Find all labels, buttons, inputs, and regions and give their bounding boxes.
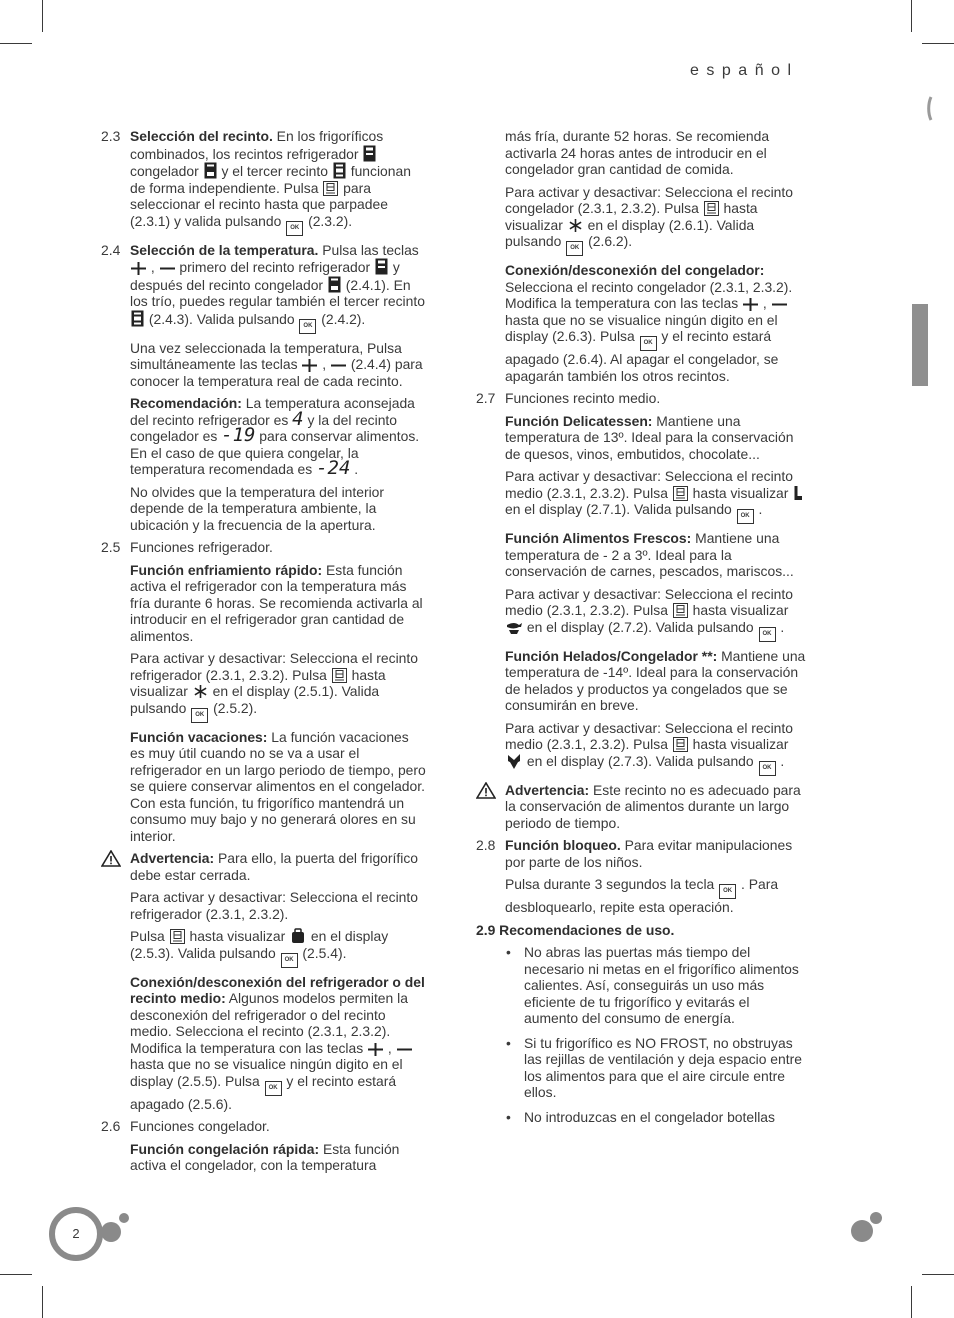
fridge-bottom-compartment-icon: [328, 276, 341, 293]
section-2-5: 2.5 Funciones refrigerador.: [101, 539, 273, 555]
paragraph-lock: Pulsa durante 3 segundos la tecla OK . Para desbloquearlo, repite esta operación.: [505, 876, 779, 915]
section-2-6: 2.6 Funciones congelador.: [101, 1118, 270, 1134]
paragraph-ambient-note: No olvides que la temperatura del interior depende de la temperatura ambiente, la ubicación y la frecuencia de la apertura.: [130, 483, 385, 533]
paragraph-activate-fast-freezing: Para activar y desactivar: Selecciona el recinto congelador (2.3.1, 2.3.2). Pulsa hasta visualizar en el display (2.6.1). Valida pulsando OK (2.6.2).: [476, 184, 806, 257]
plus-key-icon: [131, 262, 146, 275]
select-key-icon: [323, 181, 338, 196]
decorative-circles: [905, 62, 951, 122]
ok-key-icon: OK: [759, 761, 776, 776]
fridge-middle-compartment-icon: [131, 310, 144, 327]
paragraph-fast-cooling: Función enfriamiento rápido: Esta función activa el refrigerador con la temperatura más fría durante 6 horas. Se recomienda activarla al introducir en el refrigerador gran cantidad de alimentos.: [130, 561, 423, 644]
crop-mark: [0, 43, 32, 44]
right-column: [476, 128, 806, 1133]
select-key-icon: [673, 486, 688, 501]
vacation-icon: [290, 928, 306, 944]
lcd-value: 4: [292, 407, 304, 430]
warning-triangle-icon: [476, 782, 496, 799]
warning-triangle-icon: [101, 850, 121, 867]
select-key-icon: [170, 929, 185, 944]
bottle-icon: [793, 485, 803, 501]
icecream-icon: [506, 753, 522, 769]
ok-key-icon: OK: [299, 319, 316, 334]
paragraph-fast-freezing: Función congelación rápida: Esta función activa el congelador, con la temperatura: [130, 1140, 400, 1173]
ok-key-icon: OK: [719, 884, 736, 899]
section-2-9: 2.9 Recomendaciones de uso.: [476, 921, 675, 938]
crop-mark: [0, 1274, 32, 1275]
ok-key-icon: OK: [759, 627, 776, 642]
paragraph-show-temperature: Una vez seleccionada la temperatura, Pulsa simultáneamente las teclas , (2.4.4) para conocer la temperatura real de cada recinto.: [130, 339, 423, 389]
warning-middle-compartment: Advertencia: Este recinto no es adecuado para la conservación de alimentos durante un largo periodo de tiempo.: [476, 782, 806, 832]
fish-icon: [506, 621, 522, 635]
fridge-middle-compartment-icon: [333, 162, 346, 179]
section-2-4: 2.4 Selección de la temperatura. Pulsa las teclas , primero del recinto refrigerador y después del recinto congelador (2.4.1). En los trío, puedes regular también el tercer recinto (2.4.3). Valida pulsando OK (2.4.2).: [101, 242, 427, 334]
fridge-top-compartment-icon: [375, 258, 388, 275]
paragraph-fast-freezing-cont: más fría, durante 52 horas. Se recomienda activarla 24 horas antes de introducir en el congelador gran cantidad de comida.: [505, 128, 770, 177]
list-item: • No introduzcas en el congelador botellas: [506, 1108, 775, 1125]
snowflake-icon: [193, 684, 208, 699]
paragraph-fridge-disconnect: Conexión/desconexión del refrigerador o del recinto medio: Algunos modelos permiten la desconexión del refrigerador o del recinto medio. Selecciona el recinto (2.3.1, 2.3.2). Modifica la temperatura con las teclas , hasta que no se visualice ningún digito en el display (2.5.5). Pulsa OK y el recinto estará apagado (2.5.6).: [130, 973, 425, 1112]
plus-key-icon: [743, 298, 758, 311]
ok-key-icon: OK: [737, 509, 754, 524]
minus-key-icon: [160, 262, 175, 275]
crop-mark: [911, 1286, 912, 1318]
select-key-icon: [704, 201, 719, 216]
paragraph-freezer-disconnect: Conexión/desconexión del congelador: Selecciona el recinto congelador (2.3.1, 2.3.2). Modifica la temperatura con las teclas , hasta que no se visualice ningún digito en el display (2.6.3). Pulsa OK y el recinto estará apagado (2.6.4). Al apagar el congelador, se apagarán también los otros recintos.: [505, 262, 793, 384]
fridge-bottom-compartment-icon: [204, 162, 217, 179]
ok-key-icon: OK: [265, 1081, 282, 1096]
fridge-top-compartment-icon: [363, 145, 376, 162]
paragraph-vacation-steps: Pulsa hasta visualizar en el display (2.5.3). Valida pulsando OK (2.5.4).: [101, 928, 427, 968]
section-2-7: 2.7 Funciones recinto medio.: [476, 390, 661, 406]
paragraph-recommendation: Recomendación: La temperatura aconsejada del recinto refrigerador es 4 y la del recinto congelador es -19 para conservar alimentos. En el caso de que quiera congelar, la temperatura recomendada es -24 .: [130, 395, 420, 479]
bullet: •: [506, 944, 511, 960]
paragraph-activate-fresh-food: Para activar y desactivar: Selecciona el recinto medio (2.3.1, 2.3.2). Pulsa hasta visualizar en el display (2.7.2). Valida pulsando OK .: [476, 586, 806, 642]
ok-key-icon: OK: [640, 336, 657, 351]
ok-key-icon: OK: [286, 221, 303, 236]
warning-door-closed: Advertencia: Para ello, la puerta del frigorífico debe estar cerrada.: [101, 850, 427, 883]
minus-key-icon: [772, 298, 787, 311]
paragraph-fresh-food: Función Alimentos Frescos: Mantiene una temperatura de - 2 a 3º. Ideal para la conservación de carnes, pescados, mariscos...: [505, 530, 794, 579]
crop-mark: [42, 0, 43, 32]
ok-key-icon: OK: [566, 241, 583, 256]
crop-mark: [922, 43, 954, 44]
snowflake-icon: [568, 218, 583, 233]
paragraph-activate-fast-cooling: Para activar y desactivar: Selecciona el recinto refrigerador (2.3.1, 2.3.2). Pulsa hasta visualizar en el display (2.5.1). Valida pulsando OK (2.5.2).: [101, 650, 427, 723]
crop-mark: [911, 0, 912, 32]
paragraph-icecream: Función Helados/Congelador **: Mantiene una temperatura de -14º. Ideal para la conservación de helados y productos ya congelados que se consumirán en breve.: [505, 647, 806, 713]
ok-key-icon: OK: [191, 708, 208, 723]
minus-key-icon: [331, 359, 346, 372]
plus-key-icon: [302, 359, 317, 372]
paragraph-activate-delicatessen: Para activar y desactivar: Selecciona el recinto medio (2.3.1, 2.3.2). Pulsa hasta visualizar en el display (2.7.1). Valida pulsando OK .: [476, 468, 806, 524]
paragraph-activate-vacation: Para activar y desactivar: Selecciona el recinto refrigerador (2.3.1, 2.3.2).: [130, 889, 418, 922]
section-2-8: 2.8 Función bloqueo. Para evitar manipulaciones por parte de los niños.: [476, 837, 793, 870]
lcd-value: -24: [316, 457, 351, 479]
plus-key-icon: [368, 1043, 383, 1056]
list-item: • Si tu frigorífico es NO FROST, no obstruyas las rejillas de ventilación y deja espacio entre los alimentos para que el aire circule entre ellos.: [506, 1034, 802, 1100]
ok-key-icon: OK: [281, 953, 298, 968]
paragraph-vacation: Función vacaciones: La función vacaciones es muy útil cuando no se va a usar el refrigerador en un largo periodo de tiempo, pero se quiere conservar alimentos en el congelador. Con esta función, tu frigorífico mantendrá un consumo muy bajo y no generará olores en su interior.: [130, 728, 426, 844]
decorative-circles: [846, 1208, 886, 1248]
select-key-icon: [673, 737, 688, 752]
language-label: español: [690, 62, 799, 79]
paragraph-delicatessen: Función Delicatessen: Mantiene una temperatura de 13º. Ideal para la conservación de quesos, vinos, embutidos, chocolate...: [505, 412, 794, 462]
bullet: •: [506, 1034, 511, 1051]
section-tab-marker: [912, 304, 928, 386]
left-column: [101, 128, 427, 1180]
paragraph-activate-icecream: Para activar y desactivar: Selecciona el recinto medio (2.3.1, 2.3.2). Pulsa hasta visualizar en el display (2.7.3). Valida pulsando OK .: [476, 720, 806, 776]
bullet: •: [506, 1108, 511, 1125]
list-item: • No abras las puertas más tiempo del necesario ni metas en el frigorífico alimentos calientes. Así, conseguirás un uso más eficiente de tu frigorífico y evitarás el aumento del consumo de energía.: [506, 944, 799, 1026]
lcd-value: -19: [221, 424, 256, 446]
section-2-3: 2.3 Selección del recinto. En los frigoríficos combinados, los recintos refrigerador congelador y el tercer recinto funcionan de forma independiente. Pulsa para seleccionar el recinto hasta que parpadee (2.3.1) y valida pulsando OK (2.3.2).: [101, 128, 427, 236]
page-number: 2: [72, 1226, 80, 1241]
minus-key-icon: [397, 1043, 412, 1056]
crop-mark: [922, 1274, 954, 1275]
select-key-icon: [673, 603, 688, 618]
crop-mark: [42, 1286, 43, 1318]
select-key-icon: [332, 668, 347, 683]
